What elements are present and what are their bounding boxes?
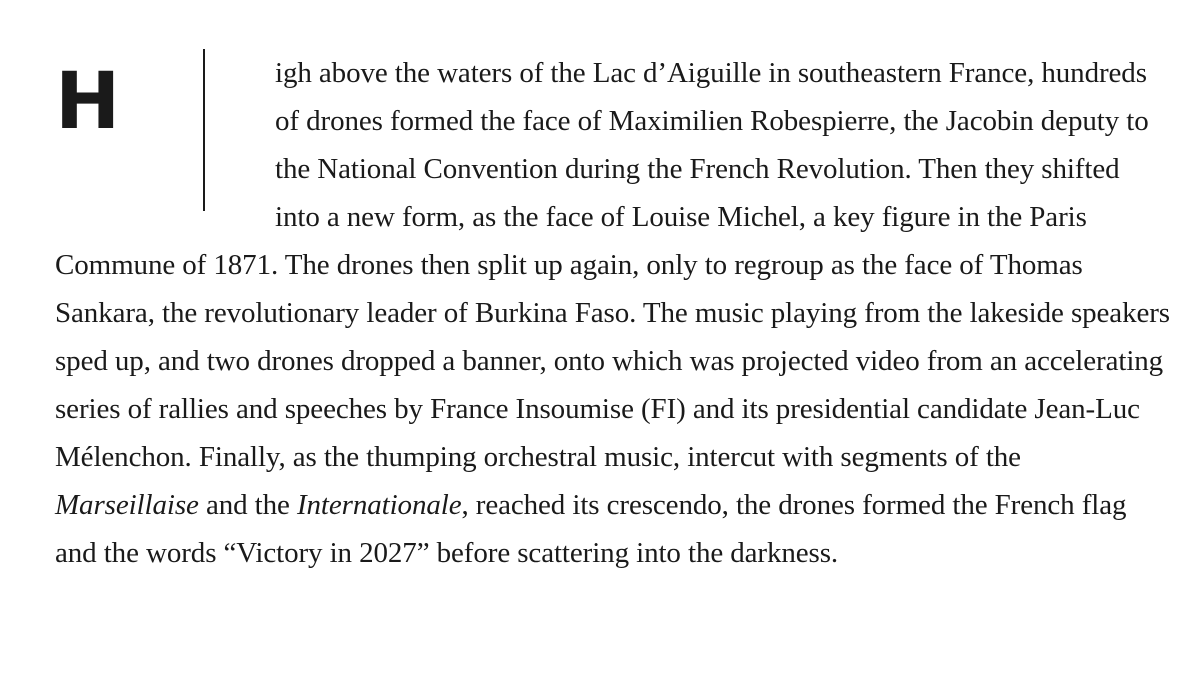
drop-cap-letter: H	[55, 57, 121, 147]
drop-cap-block	[55, 49, 275, 235]
paragraph-text-part-2: and the	[198, 489, 297, 521]
title-marseillaise: Marseillaise	[55, 489, 199, 521]
title-internationale: Internationale	[296, 489, 462, 521]
paragraph-text-part-1: igh above the waters of the Lac d’Aiguille in southeastern France, hundreds of drones formed the face of Maximilien Robespierre, the Jacobin deputy to the National Convention during the French Revolution. Then they shifted into a new form, as the face of Louise Michel, a key figure in the Paris Commune of 1871. The drones then split up again, only to regroup as the face of Thomas Sankara, the revolutionary leader of Burkina Faso. The music playing from the lakeside speakers sped up, and two drones dropped a banner, onto which was projected video from an accelerating series of rallies and speeches by France Insoumise (FI) and its presidential candidate Jean-Luc Mélenchon. Finally, as the thumping orchestral music, intercut with segments of the	[55, 57, 1170, 473]
article-body	[55, 49, 1170, 577]
paragraph-text-part-3: , reached its crescendo, the drones formed the French flag and the words “Victory in 2027” before scattering into the darkness.	[55, 489, 1127, 569]
drop-cap-divider	[203, 49, 205, 211]
